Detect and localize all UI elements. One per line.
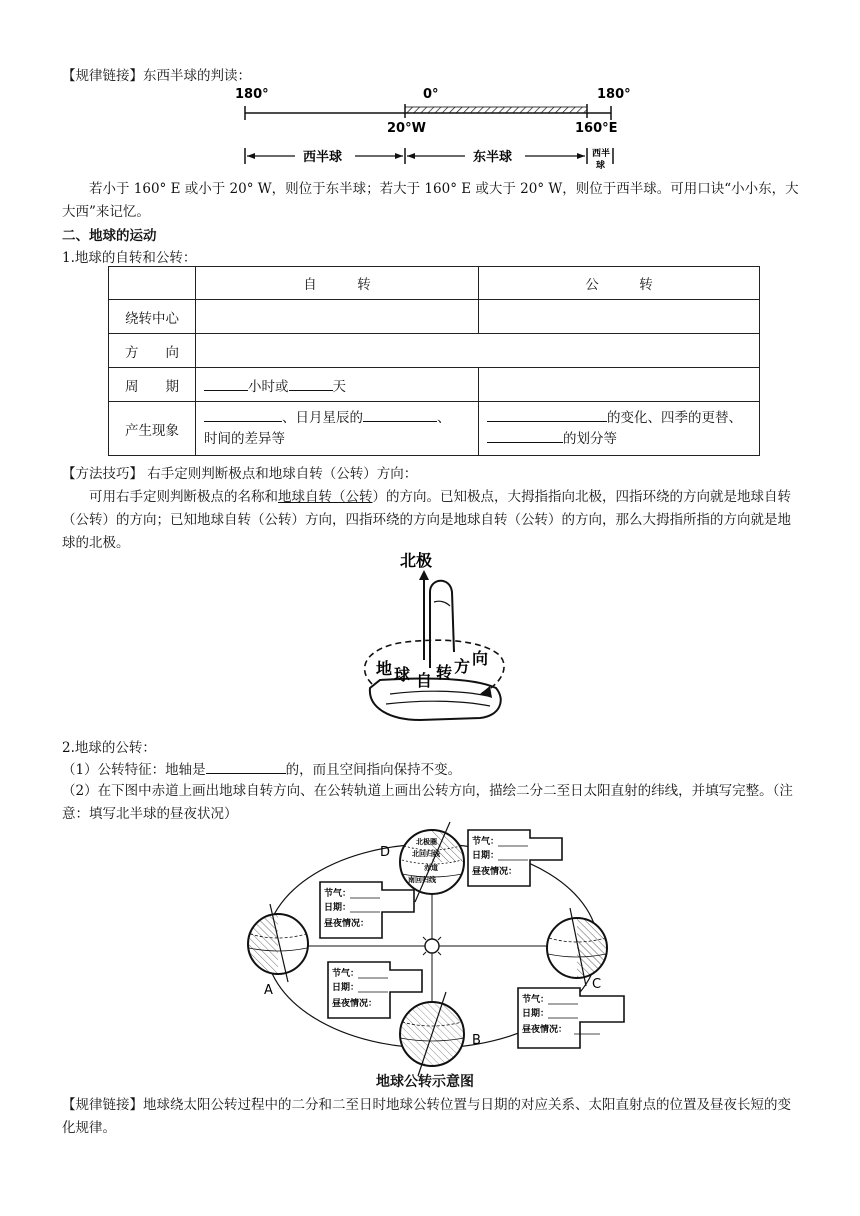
- hand-char-fang: 方: [454, 657, 471, 676]
- method-heading: 【方法技巧】 右手定则判断极点和地球自转（公转）方向：: [62, 466, 418, 482]
- label-180-left: 180°: [235, 87, 269, 102]
- svg-text:昼夜情况：: 昼夜情况：: [522, 1025, 568, 1035]
- footer-rule-link: 【规律链接】地球绕太阳公转过程中的二分和二至日时地球公转位置与日期的对应关系、太阳直射点的位置及昼夜长短的变化规律。: [62, 1097, 791, 1136]
- svg-text:昼夜情况：: 昼夜情况：: [324, 919, 370, 929]
- hand-char-di: 地: [376, 659, 393, 678]
- blank-days[interactable]: [289, 377, 333, 391]
- item-rotation-revolution: 1.地球的自转和公转：: [62, 250, 197, 266]
- col-header-rotation: 自 转: [196, 267, 479, 300]
- hemisphere-diagram: [225, 82, 645, 174]
- svg-text:北回归线: 北回归线: [412, 850, 440, 858]
- blank-rotation-phen-2[interactable]: [363, 408, 437, 422]
- label-eastern-hemisphere: 东半球: [473, 150, 513, 165]
- svg-text:昼夜情况：: 昼夜情况：: [472, 867, 518, 877]
- cell-revolution-phenomena: 的变化、四季的更替、 的划分等: [479, 402, 760, 456]
- col-header-revolution: 公 转: [479, 267, 760, 300]
- info-box-d: [468, 830, 562, 886]
- label-d: D: [380, 845, 391, 860]
- label-a: A: [264, 983, 273, 998]
- hand-char-zhuan: 转: [436, 663, 453, 682]
- cell-rotation-phenomena: 、日月星辰的 、 时间的差异等: [196, 402, 479, 456]
- info-box-b: [328, 962, 422, 1018]
- hand-char-zi: 自: [416, 671, 433, 690]
- earth-a: [248, 904, 308, 982]
- svg-text:日期：: 日期：: [472, 851, 500, 861]
- info-box-c: [518, 988, 624, 1048]
- hemisphere-rule-paragraph: 若小于 160° E 或小于 20° W，则位于东半球；若大于 160° E 或大于 20° W，则位于西半球。可用口诀“小小东，大大西”来记忆。: [62, 181, 799, 220]
- sun-icon: [419, 933, 445, 959]
- blank-revolution-phen-2[interactable]: [487, 429, 563, 443]
- blank-revolution-phen-1[interactable]: [487, 408, 607, 422]
- blank-rotation-phen-1[interactable]: [204, 408, 282, 422]
- item-revolution: 2.地球的公转：: [62, 740, 156, 756]
- cell-rotation-period: 小时或 天: [196, 368, 479, 402]
- svg-text:节气：: 节气：: [472, 837, 500, 847]
- section-heading-earth-motion: 二、地球的运动: [62, 228, 157, 244]
- label-c: C: [592, 977, 602, 992]
- label-180-right: 180°: [597, 87, 631, 102]
- question-1: （1）公转特征：地轴是 的，而且空间指向保持不变。: [62, 762, 462, 778]
- row-label-center: 绕转中心: [109, 300, 196, 334]
- svg-text:北极圈: 北极圈: [416, 838, 437, 846]
- label-20w: 20°W: [387, 121, 426, 136]
- hand-char-qiu: 球: [394, 665, 411, 684]
- cell-revolution-period[interactable]: [479, 368, 760, 402]
- info-box-a: [320, 882, 414, 938]
- label-north-pole: 北极: [400, 551, 433, 570]
- svg-text:日期：: 日期：: [522, 1009, 550, 1019]
- label-west-small-1: 西半: [592, 149, 611, 159]
- label-western-hemisphere: 西半球: [303, 150, 343, 165]
- row-label-phenomena: 产生现象: [109, 402, 196, 456]
- hand-char-xiang: 向: [472, 649, 489, 668]
- orbit-diagram-caption: 地球公转示意图: [376, 1074, 474, 1090]
- method-paragraph: 可用右手定则判断极点的名称和地球自转（公转）的方向。已知极点，大拇指指向北极，四指环绕的方向就是地球自转（公转）的方向；已知地球自转（公转）方向，四指环绕的方向是地球自转（公转）的方向，那么大拇指所指的方向就是地球的北极。: [62, 489, 791, 551]
- right-hand-rule-illustration: [350, 548, 510, 728]
- svg-text:节气：: 节气：: [324, 889, 352, 899]
- orbit-diagram: [240, 816, 640, 1092]
- svg-text:赤道: 赤道: [424, 864, 438, 872]
- svg-text:节气：: 节气：: [332, 969, 360, 979]
- earth-b: [400, 992, 464, 1076]
- section-heading-hemispheres: 【规律链接】东西半球的判读：: [62, 68, 251, 84]
- svg-text:昼夜情况：: 昼夜情况：: [332, 999, 378, 1009]
- cell-direction[interactable]: [196, 334, 760, 368]
- blank-hours[interactable]: [204, 377, 248, 391]
- label-west-small-2: 球: [596, 161, 606, 171]
- svg-text:日期：: 日期：: [324, 903, 352, 913]
- svg-text:日期：: 日期：: [332, 983, 360, 993]
- blank-axis-tilt[interactable]: [206, 760, 286, 774]
- label-160e: 160°E: [575, 121, 618, 136]
- question-2: （2）在下图中赤道上画出地球自转方向、在公转轨道上画出公转方向，描绘二分二至日太阳直射的纬线，并填写完整。（注意：填写北半球的昼夜状况）: [62, 783, 793, 822]
- svg-text:南回归线: 南回归线: [408, 876, 436, 884]
- cell-revolution-center[interactable]: [479, 300, 760, 334]
- label-0: 0°: [423, 87, 439, 102]
- label-b: B: [472, 1033, 481, 1048]
- rotation-revolution-table: [108, 266, 760, 456]
- eastern-hemisphere-hatch: [405, 107, 587, 113]
- cell-rotation-center[interactable]: [196, 300, 479, 334]
- row-label-period: 周 期: [109, 368, 196, 402]
- svg-text:节气：: 节气：: [522, 995, 550, 1005]
- earth-c: [547, 908, 607, 986]
- row-label-direction: 方 向: [109, 334, 196, 368]
